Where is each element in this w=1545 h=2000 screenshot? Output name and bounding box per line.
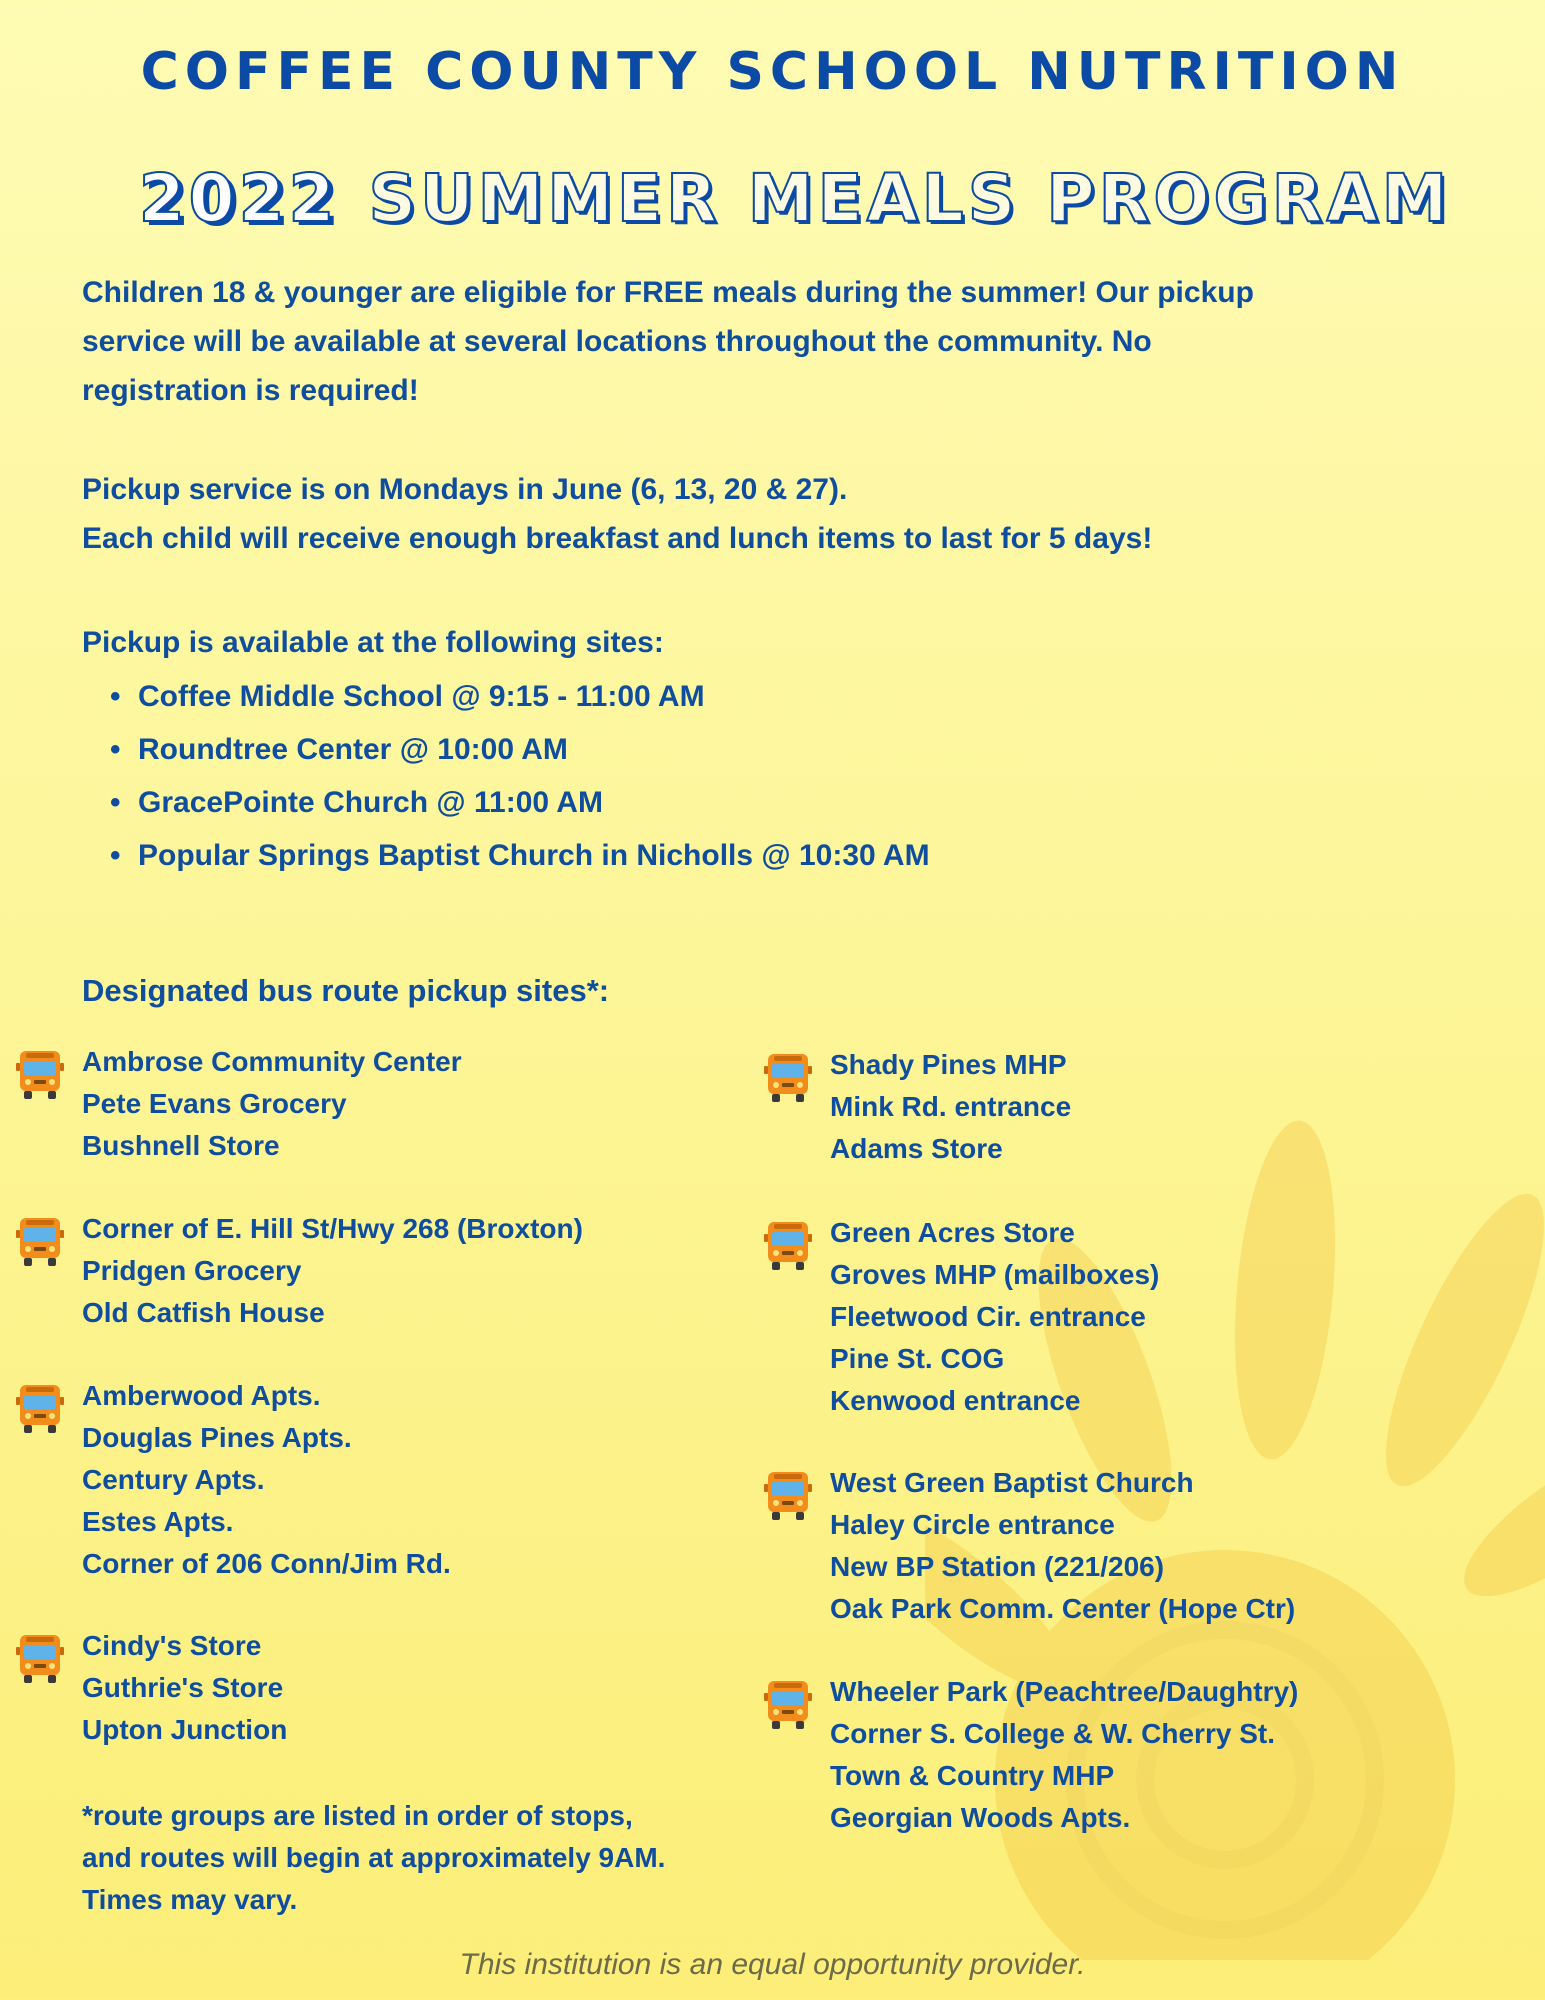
route-stop: Old Catfish House [82,1297,325,1328]
bus-route-group [830,1212,1159,1422]
bus-route-group [82,1208,583,1334]
route-stop: Ambrose Community Center [82,1046,462,1077]
route-stop: Oak Park Comm. Center (Hope Ctr) [830,1593,1296,1624]
route-stop: Wheeler Park (Peachtree/Daughtry) [830,1676,1299,1707]
pickup-site-item: • GracePointe Church @ 11:00 AM [138,776,930,829]
route-footnote [82,1795,665,1921]
route-stop: Green Acres Store [830,1217,1075,1248]
route-stop: Estes Apts. [82,1506,234,1537]
intro-line: service will be available at several locations throughout the community. No [82,325,1152,358]
equal-opportunity-statement: This institution is an equal opportunity provider. [459,1948,1086,1981]
route-stop: Amberwood Apts. [82,1380,321,1411]
bus-route-group [830,1462,1295,1630]
pickup-site-item: • Roundtree Center @ 10:00 AM [138,723,930,776]
school-bus-icon [16,1049,64,1101]
route-stop: Guthrie's Store [82,1672,284,1703]
program-name: SUMMER MEALS PROGRAM [368,160,1452,237]
school-bus-icon [16,1633,64,1685]
intro-line: Children 18 & younger are eligible for FREE meals during the summer! Our pickup [82,276,1254,309]
program-year: 2022 [138,160,339,237]
school-bus-icon [764,1220,812,1272]
route-stop: Groves MHP (mailboxes) [830,1259,1160,1290]
route-stop: Corner of 206 Conn/Jim Rd. [82,1548,451,1579]
school-bus-icon [764,1679,812,1731]
route-stop: Pine St. COG [830,1343,1005,1374]
route-stop: Corner S. College & W. Cherry St. [830,1718,1275,1749]
route-stop: Haley Circle entrance [830,1509,1115,1540]
school-bus-icon [16,1216,64,1268]
footnote-line: Times may vary. [82,1884,298,1915]
bus-route-group [82,1041,462,1167]
bus-route-group [82,1375,451,1585]
route-stop: Century Apts. [82,1464,265,1495]
route-stop: New BP Station (221/206) [830,1551,1165,1582]
pickup-site-item: • Popular Springs Baptist Church in Nicholls @ 10:30 AM [138,829,930,882]
footnote-line: *route groups are listed in order of stops, [82,1800,633,1831]
school-bus-icon [764,1052,812,1104]
route-stop: Upton Junction [82,1714,288,1745]
schedule-line: Each child will receive enough breakfast and lunch items to last for 5 days! [82,522,1153,555]
bus-route-group [830,1671,1298,1839]
route-stop: Bushnell Store [82,1130,280,1161]
school-bus-icon [16,1383,64,1435]
bus-route-group [82,1625,287,1751]
route-stop: Kenwood entrance [830,1385,1081,1416]
pickup-schedule [82,465,1482,563]
pickup-site-item: • Coffee Middle School @ 9:15 - 11:00 AM [138,670,930,723]
intro-line: registration is required! [82,374,419,407]
bus-route-group [830,1044,1071,1170]
footnote-line: and routes will begin at approximately 9AM. [82,1842,666,1873]
route-stop: Adams Store [830,1133,1003,1164]
intro-paragraph [82,268,1482,415]
pickup-sites-list [138,670,930,882]
route-stop: Mink Rd. entrance [830,1091,1072,1122]
route-stop: Cindy's Store [82,1630,262,1661]
school-bus-icon [764,1470,812,1522]
header-title: COFFEE COUNTY SCHOOL NUTRITION [140,42,1405,102]
route-stop: Pridgen Grocery [82,1255,302,1286]
bus-route-heading: Designated bus route pickup sites*: [82,973,610,1008]
route-stop: Corner of E. Hill St/Hwy 268 (Broxton) [82,1213,583,1244]
route-stop: Town & Country MHP [830,1760,1115,1791]
schedule-line: Pickup service is on Mondays in June (6, 13, 20 & 27). [82,473,848,506]
route-stop: Pete Evans Grocery [82,1088,347,1119]
route-stop: West Green Baptist Church [830,1467,1194,1498]
route-stop: Douglas Pines Apts. [82,1422,352,1453]
program-title [130,160,1460,237]
pickup-sites-heading: Pickup is available at the following sites: [82,626,664,659]
route-stop: Georgian Woods Apts. [830,1802,1131,1833]
route-stop: Fleetwood Cir. entrance [830,1301,1146,1332]
route-stop: Shady Pines MHP [830,1049,1067,1080]
